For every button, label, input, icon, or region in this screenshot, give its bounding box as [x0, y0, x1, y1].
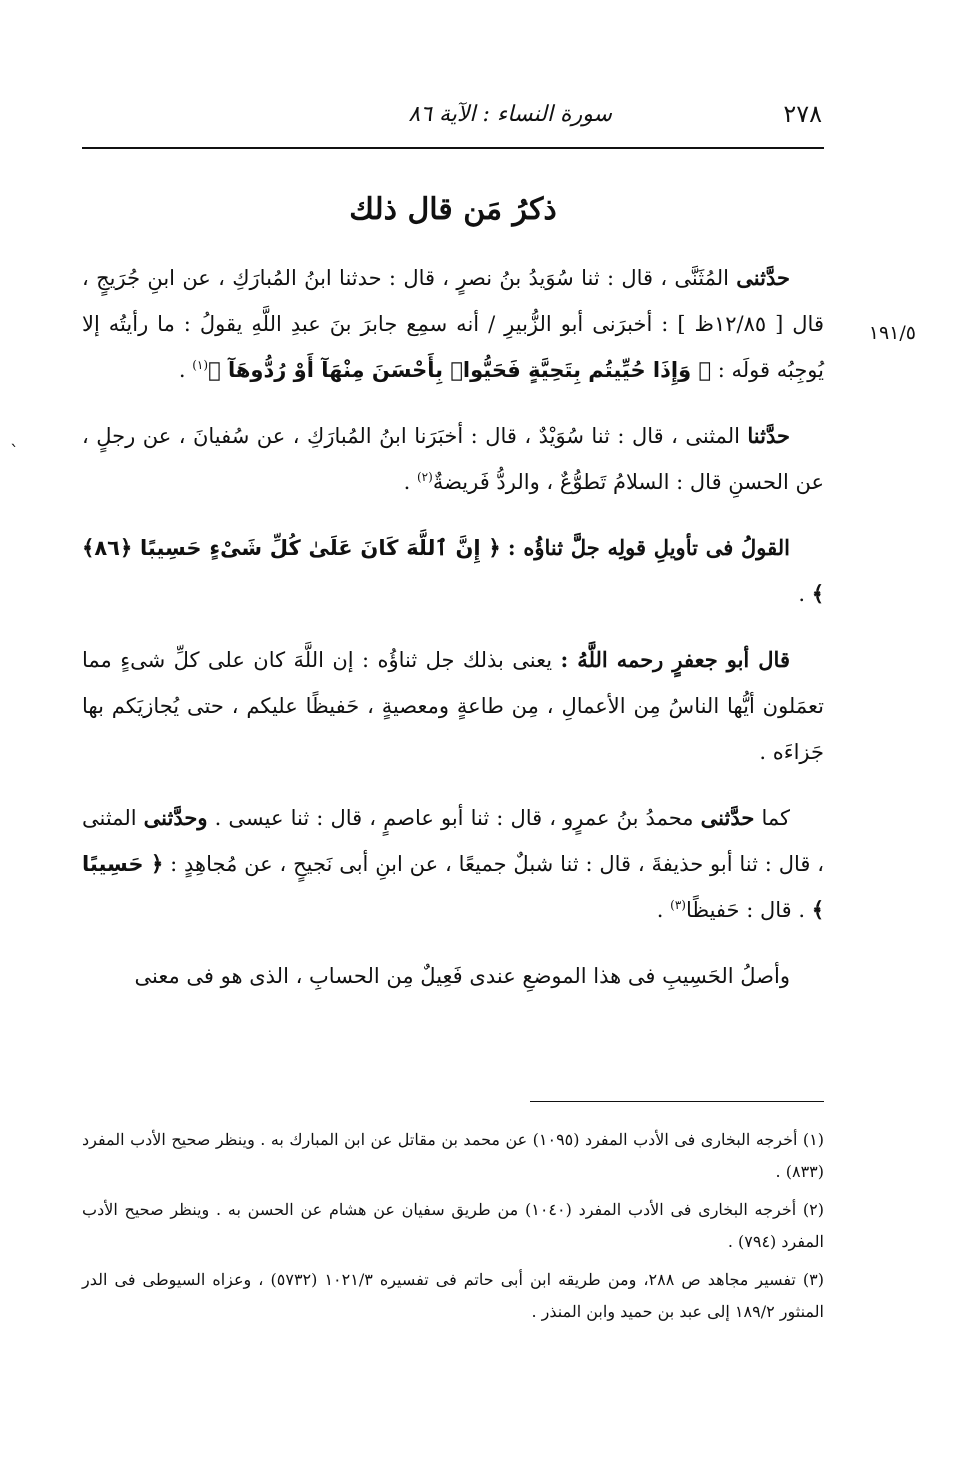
paragraph-6	[82, 953, 824, 999]
paragraph-text: المثنى ، قال : ثنا سُوَيْدٌ ، قال : أخبَرَنا ابنُ المُبارَكِ ، عن سُفيانَ ، عن رجلٍ ، عن الحسنِ قال : السلامُ تَطوُّعٌ ، والردُّ فَريضةٌ	[82, 424, 824, 494]
footnote-3: (٣) تفسير مجاهد ص ٢٨٨، ومن طريقه ابن أبى حاتم فى تفسيره ١٠٢١/٣ (٥٧٣٢) ، وعزاه السيوطى فى الدر المنثور ١٨٩/٢ إلى عبد بن حميد وابن المنذر .	[82, 1270, 825, 1321]
paragraph-end: .	[798, 582, 805, 606]
paragraph-3	[82, 525, 824, 617]
paragraph-text: . قال : حَفيظًا	[685, 898, 805, 922]
quran-quote: ﴿ حَسِيبًا ﴾	[82, 852, 824, 922]
main-text	[82, 255, 824, 1019]
section-lead: القولُ فى تأويلِ قولِه جلَّ ثناؤُه :	[507, 535, 790, 560]
paragraph-text: وأصلُ الحَسِيبِ فى هذا الموضعِ عندى فَعِيلٌ مِن الحسابِ ، الذى هو فى معنى	[134, 964, 790, 988]
paragraph-text: المُثَنَّى ، قال : ثنا سُوَيدُ بنُ نصرٍ ، قال : حدثنا ابنُ المُبارَكِ ، عن ابنِ جُرَيجٍ ، قال [ ١٢/٨٥ظ ] : أخبرَنى أبو الزُّبيرِ / أنه سمِع جابرَ بنَ عبدِ اللَّهِ يقولُ : ما رأيتُه إلا يُوجِبُه قولَه :	[82, 266, 824, 382]
margin-reference: ١٩١/٥	[868, 322, 916, 344]
isnad-keyword: حدَّثنا	[747, 423, 790, 448]
footnotes	[82, 1124, 824, 1334]
paragraph-text: المثنى ، قال : ثنا أبو حذيفةَ ، قال : ثنا شبلٌ جميعًا ، عن ابنِ أبى نَجيحٍ ، عن مُجاهِدٍ :	[82, 806, 824, 876]
isnad-keyword: وحدَّثنى	[143, 805, 208, 830]
footnote-1: (١) أخرجه البخارى فى الأدب المفرد (١٠٩٥) عن محمد بن مقاتل عن ابن المبارك به . وينظر صحيح الأدب المفرد (٨٣٣) .	[82, 1130, 825, 1181]
stray-mark: `	[10, 442, 19, 463]
paragraph-end: .	[403, 470, 411, 494]
paragraph-2	[82, 413, 824, 505]
author-lead: قال أبو جعفرٍ رحمه اللَّهُ :	[560, 647, 790, 672]
paragraph-end: .	[656, 898, 664, 922]
paragraph-1	[82, 255, 824, 393]
isnad-keyword: حدَّثنى	[736, 265, 790, 290]
header-rule	[82, 147, 824, 149]
quran-quote: ﴿ إِنَّ ٱللَّهَ كَانَ عَلَىٰ كُلِّ شَىْءٍ حَسِيبًا ﴿٨٦﴾ ﴾	[82, 536, 824, 606]
paragraph-text: كما	[761, 806, 790, 830]
footnote-ref: (١)	[192, 358, 209, 372]
paragraph-end: .	[178, 358, 186, 382]
paragraph-text: يعنى بذلك جل ثناؤُه : إن اللَّهَ كان على كلِّ شىءٍ مما تعمَلون أيُّها الناسُ مِن الأعمالِ ، مِن طاعةٍ ومعصيةٍ ، حَفيظًا عليكم ، حتى يُجازيَكم بها جَزاءَه .	[82, 648, 824, 764]
footnote-separator	[530, 1101, 824, 1102]
paragraph-4	[82, 637, 824, 775]
paragraph-text: محمدُ بنُ عمرٍو ، قال : ثنا أبو عاصمٍ ، قال : ثنا عيسى .	[214, 806, 694, 830]
page-number: ٢٧٨	[783, 100, 822, 128]
section-title: ذكرُ مَن قال ذلك	[349, 192, 557, 227]
footnote-ref: (٢)	[416, 470, 433, 484]
running-title: سورة النساء : الآية ٨٦	[408, 102, 612, 127]
footnote-2: (٢) أخرجه البخارى فى الأدب المفرد (١٠٤٠) من طريق سفيان عن هشام عن الحسن به . وينظر صحيح الأدب المفرد (٧٩٤) .	[82, 1200, 824, 1251]
quran-quote: ﴿ وَإِذَا حُيِّيتُم بِتَحِيَّةٍ فَحَيُّوا۟ بِأَحْسَنَ مِنْهَآ أَوْ رُدُّوهَآ ﴾	[208, 358, 712, 382]
paragraph-5	[82, 795, 824, 933]
isnad-keyword: حدَّثنى	[700, 805, 755, 830]
running-head	[82, 96, 822, 140]
footnote-ref: (٣)	[670, 898, 686, 912]
